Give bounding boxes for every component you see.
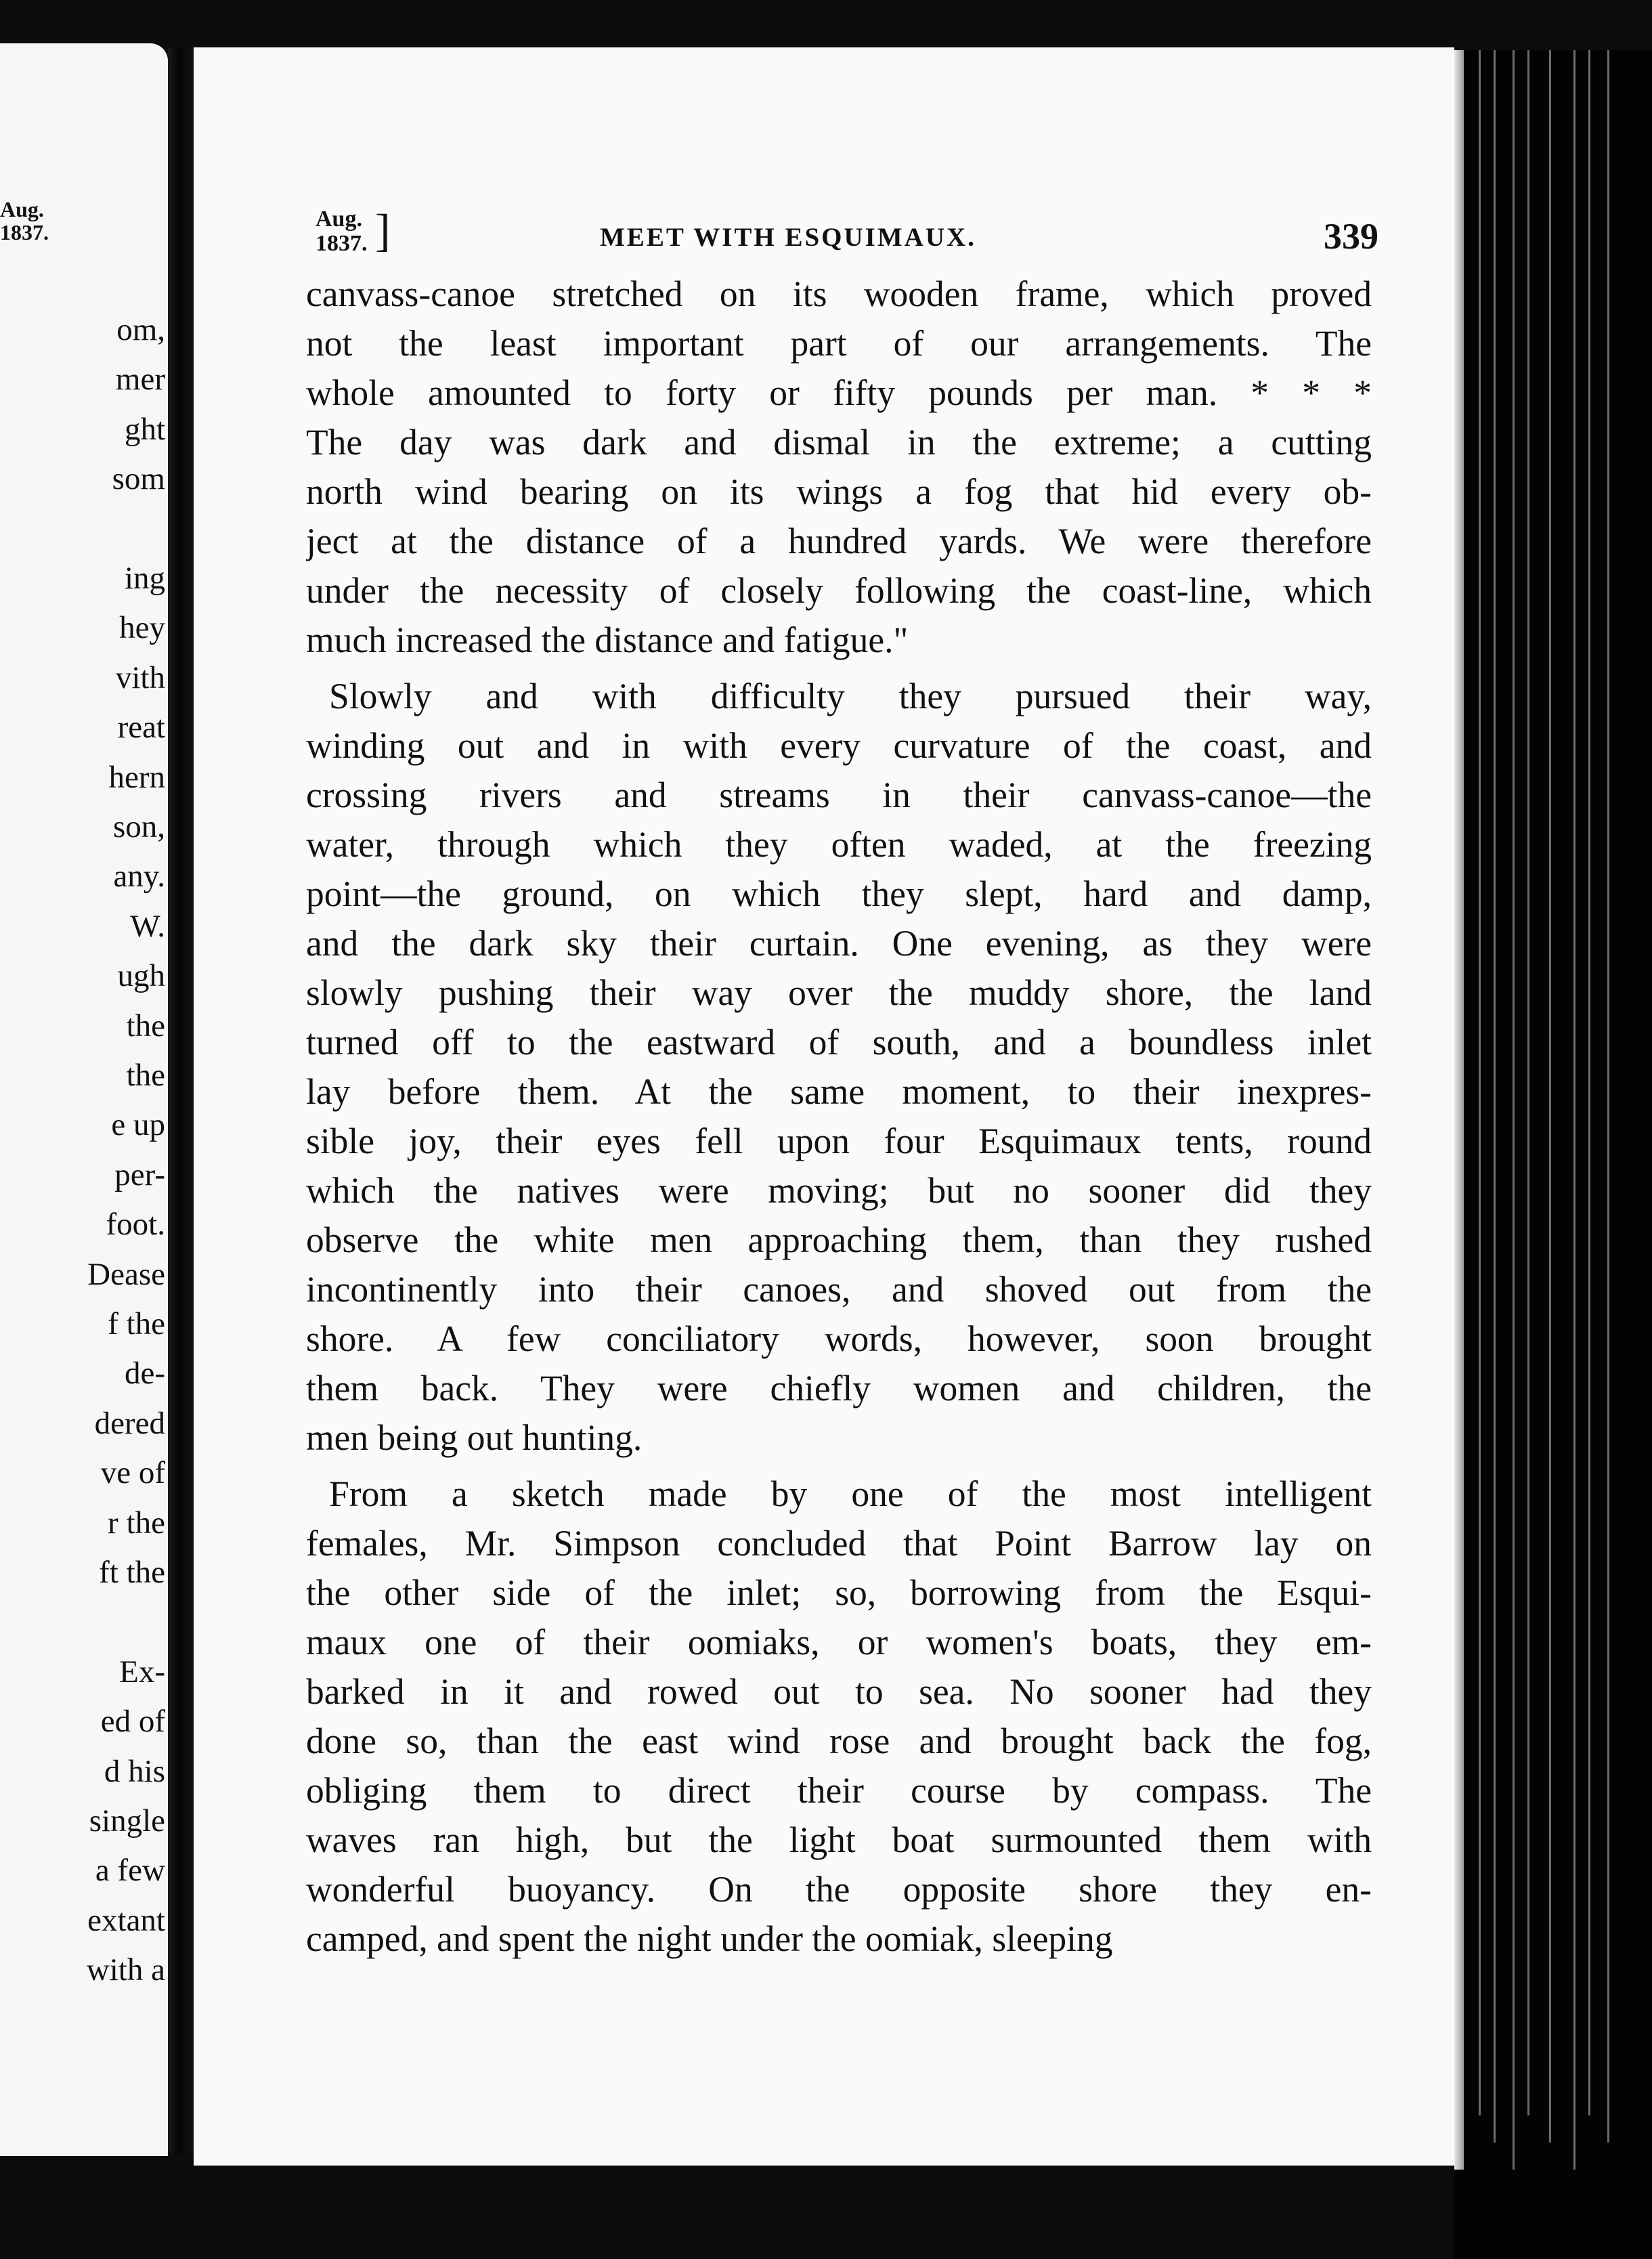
text-line: The day was dark and dismal in the extreme; a cutting	[306, 422, 1372, 462]
left-page-line: dered	[94, 1405, 165, 1441]
left-page-line: ed of	[100, 1704, 165, 1740]
text-line: camped, and spent the night under the oomiak, sleeping	[306, 1918, 1113, 1959]
paragraph	[306, 672, 1372, 1463]
left-page-line: the	[126, 1058, 165, 1093]
page-number: 339	[1324, 216, 1378, 257]
page-body	[306, 270, 1372, 1964]
text-line: which the natives were moving; but no sooner did they	[306, 1170, 1372, 1211]
paragraph-gap	[306, 1463, 1372, 1469]
left-page-line: ve of	[100, 1455, 165, 1491]
page-edge-strip	[1607, 50, 1609, 2143]
left-page-line: son,	[112, 809, 165, 844]
text-line: much increased the distance and fatigue."	[306, 620, 909, 660]
left-page-line: som	[112, 461, 165, 497]
text-line: turned off to the eastward of south, and a boundless inlet	[306, 1022, 1372, 1062]
left-page-line: any.	[113, 859, 165, 895]
text-line: ject at the distance of a hundred yards. We were therefore	[306, 521, 1372, 561]
text-line: men being out hunting.	[306, 1417, 643, 1458]
running-date-year: 1837.	[316, 231, 368, 256]
left-page-line: mer	[115, 362, 165, 397]
text-line: crossing rivers and streams in their canvass-canoe—the	[306, 775, 1372, 815]
text-line: waves ran high, but the light boat surmounted them with	[306, 1820, 1372, 1860]
paragraph	[306, 270, 1372, 665]
left-page-fragment	[0, 43, 168, 2156]
left-page-line: om,	[116, 312, 165, 347]
left-page-line: de-	[124, 1356, 165, 1392]
text-line: not the least important part of our arrangements. The	[306, 323, 1372, 364]
left-page-line: hey	[119, 610, 165, 646]
text-line: water, through which they often waded, at the freezing	[306, 824, 1372, 865]
text-line: Slowly and with difficulty they pursued their way,	[329, 676, 1372, 716]
left-page-line: per-	[114, 1157, 165, 1192]
left-page-line: r the	[108, 1505, 165, 1541]
left-page-line: with a	[86, 1952, 165, 1988]
left-running-head-year: 1837.	[0, 220, 49, 244]
left-page-line: ing	[124, 561, 165, 596]
left-page-line: ft the	[99, 1555, 165, 1590]
text-line: observe the white men approaching them, than they rushed	[306, 1220, 1372, 1260]
left-page-line: the	[126, 1008, 165, 1044]
left-page-line: a few	[95, 1853, 165, 1889]
text-line: sible joy, their eyes fell upon four Esquimaux tents, round	[306, 1121, 1372, 1161]
left-page-line: single	[89, 1803, 165, 1838]
left-page-line: Ex-	[119, 1654, 165, 1690]
text-line: slowly pushing their way over the muddy shore, the land	[306, 972, 1372, 1013]
page-edge-highlight	[1454, 50, 1464, 2170]
page-header	[316, 207, 1378, 261]
page-edge-strip	[1513, 50, 1515, 2170]
page-edges	[1454, 50, 1652, 2259]
paragraph	[306, 1469, 1372, 1964]
text-line: the other side of the inlet; so, borrowing from the Esqui-	[306, 1572, 1372, 1613]
page-edge-strip	[1573, 50, 1575, 2170]
book-gutter	[168, 47, 196, 2153]
book-page	[194, 47, 1454, 2166]
text-line: wonderful buoyancy. On the opposite shore they en-	[306, 1869, 1372, 1910]
text-line: maux one of their oomiaks, or women's boats, they em-	[306, 1622, 1372, 1662]
left-page-line: W.	[130, 908, 165, 944]
text-line: north wind bearing on its wings a fog that hid every ob-	[306, 471, 1372, 512]
left-running-head-month: Aug.	[0, 197, 44, 221]
running-date-month: Aug.	[316, 207, 362, 232]
text-line: females, Mr. Simpson concluded that Point Barrow lay on	[306, 1523, 1372, 1564]
text-line: done so, than the east wind rose and brought back the fog,	[306, 1721, 1372, 1761]
text-line: point—the ground, on which they slept, hard and damp,	[306, 874, 1372, 914]
left-page-line: foot.	[106, 1207, 165, 1243]
left-page-line: d his	[104, 1753, 165, 1789]
text-line: obliging them to direct their course by compass. The	[306, 1770, 1372, 1811]
left-page-line: ght	[124, 411, 165, 447]
text-line: From a sketch made by one of the most intelligent	[329, 1473, 1372, 1514]
text-line: winding out and in with every curvature of the coast, and	[306, 725, 1372, 766]
page-edge-strip	[1588, 50, 1590, 2115]
left-page-line: vith	[115, 660, 165, 695]
page-edge-strip	[1549, 50, 1551, 2143]
paragraph-gap	[306, 665, 1372, 672]
running-date-bracket: ]	[375, 205, 391, 256]
left-page-line: extant	[87, 1902, 165, 1938]
running-title: MEET WITH ESQUIMAUX.	[600, 223, 976, 252]
left-page-line: Dease	[87, 1256, 165, 1292]
text-line: lay before them. At the same moment, to their inexpres-	[306, 1071, 1372, 1112]
text-line: canvass-canoe stretched on its wooden frame, which proved	[306, 274, 1372, 314]
text-line: incontinently into their canoes, and shoved out from the	[306, 1269, 1372, 1310]
text-line: them back. They were chiefly women and children, the	[306, 1368, 1372, 1408]
left-page-line: hern	[108, 759, 165, 795]
page-edge-strip	[1494, 50, 1496, 2143]
text-line: whole amounted to forty or fifty pounds per man. * * *	[306, 372, 1372, 413]
left-page-line: reat	[117, 710, 165, 746]
page-edge-strip	[1479, 50, 1481, 2115]
text-line: and the dark sky their curtain. One evening, as they were	[306, 923, 1372, 964]
left-running-head	[0, 198, 49, 244]
text-line: barked in it and rowed out to sea. No sooner had they	[306, 1671, 1372, 1712]
left-page-line: e up	[111, 1107, 165, 1143]
left-page-line: f the	[108, 1306, 165, 1341]
text-line: under the necessity of closely following the coast-line, which	[306, 570, 1372, 611]
left-page-line: ugh	[117, 958, 165, 994]
running-date	[316, 205, 391, 256]
text-line: shore. A few conciliatory words, however, soon brought	[306, 1318, 1372, 1359]
page-edge-strip	[1527, 50, 1529, 2115]
